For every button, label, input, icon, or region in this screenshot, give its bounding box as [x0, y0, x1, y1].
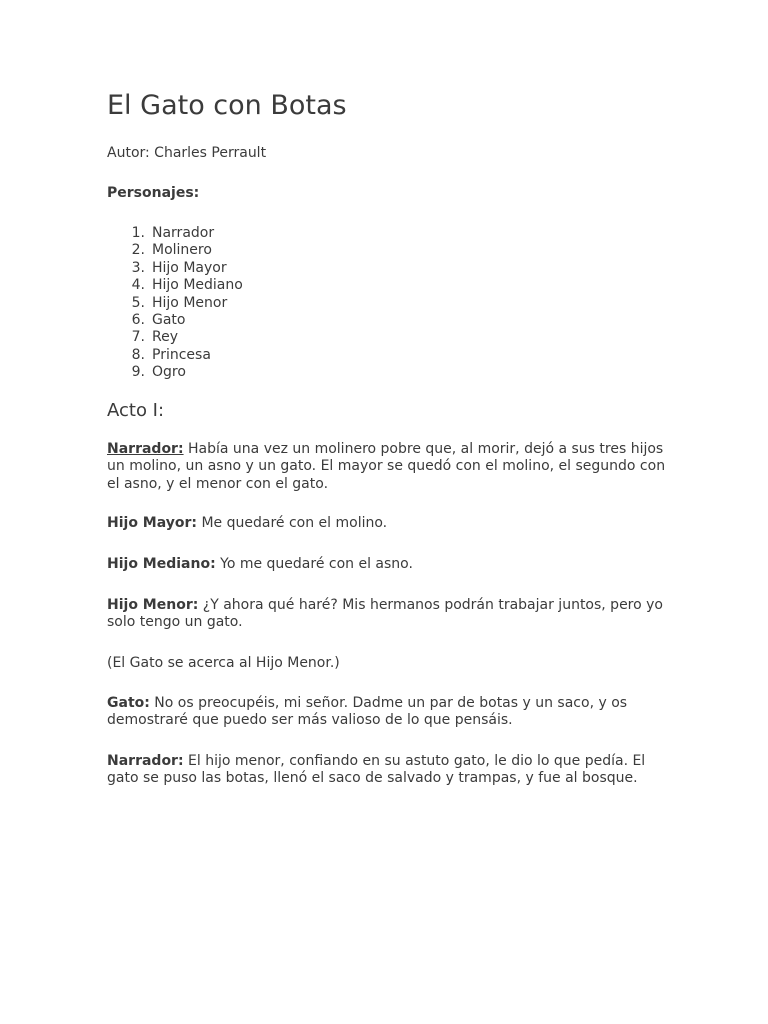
list-item-label: Narrador	[152, 225, 215, 241]
dialogue-paragraph-hijo-mediano	[107, 556, 667, 573]
list-item	[107, 225, 243, 242]
list-item-number: 8.	[131, 346, 145, 363]
list-item-label: Princesa	[152, 346, 211, 363]
dialogue-text: El hijo menor, confiando en su astuto gato, le dio lo que pedía. El gato se puso las botas, llenó el saco de salvado y trampas, y fue al bosque.	[107, 753, 646, 787]
characters-heading: Personajes:	[107, 185, 200, 201]
dialogue-text: ¿Y ahora qué haré? Mis hermanos podrán trabajar juntos, pero yo solo tengo un gato.	[107, 597, 664, 631]
list-item-number: 2.	[131, 242, 145, 259]
list-item-number: 5.	[131, 294, 145, 311]
dialogue-text: No os preocupéis, mi señor. Dadme un par de botas y un saco, y os demostraré que puedo ser más valioso de lo que pensáis.	[107, 695, 628, 729]
speaker-label: Narrador:	[107, 441, 184, 457]
list-item	[107, 347, 243, 364]
act-heading: Acto I:	[107, 400, 165, 421]
list-item-label: Ogro	[152, 364, 186, 381]
list-item-number: 1.	[131, 225, 145, 241]
dialogue-text: (El Gato se acerca al Hijo Menor.)	[107, 655, 340, 671]
dialogue-paragraph-narrador	[107, 441, 667, 493]
list-item-label: Gato	[152, 311, 186, 328]
list-item-number: 3.	[131, 259, 145, 276]
list-item	[107, 312, 243, 329]
list-item	[107, 242, 243, 259]
document-title: El Gato con Botas	[107, 90, 347, 121]
list-item	[107, 295, 243, 312]
speaker-label: Gato:	[107, 695, 150, 711]
dialogue-text: Yo me quedaré con el asno.	[215, 556, 413, 572]
author-line: Autor: Charles Perrault	[107, 145, 267, 161]
list-item-label: Molinero	[152, 242, 212, 259]
list-item-number: 7.	[131, 329, 145, 346]
dialogue-text: Había una vez un molinero pobre que, al morir, dejó a sus tres hijos un molino, un asno y un gato. El mayor se quedó con el molino, el segundo con el asno, y el menor con el gato.	[107, 441, 666, 492]
list-item-label: Hijo Menor	[152, 294, 228, 311]
speaker-label: Hijo Mayor:	[107, 515, 198, 531]
list-item	[107, 329, 243, 346]
dialogue-paragraph-hijo-mayor	[107, 515, 667, 532]
stage-direction	[107, 655, 667, 672]
list-item-number: 6.	[131, 311, 145, 328]
list-item	[107, 260, 243, 277]
dialogue-paragraph-gato	[107, 695, 667, 730]
speaker-label: Hijo Mediano:	[107, 556, 216, 572]
list-item	[107, 277, 243, 294]
list-item-label: Hijo Mediano	[152, 277, 243, 294]
list-item-label: Rey	[152, 329, 178, 346]
dialogue-paragraph-narrador-2	[107, 753, 667, 788]
speaker-label: Narrador:	[107, 753, 184, 769]
list-item-number: 4.	[131, 277, 145, 294]
speaker-label: Hijo Menor:	[107, 597, 199, 613]
characters-list	[107, 225, 243, 382]
list-item	[107, 364, 243, 381]
dialogue-paragraph-hijo-menor	[107, 597, 667, 632]
list-item-label: Hijo Mayor	[152, 259, 227, 276]
dialogue-text: Me quedaré con el molino.	[197, 515, 388, 531]
list-item-number: 9.	[131, 364, 145, 381]
